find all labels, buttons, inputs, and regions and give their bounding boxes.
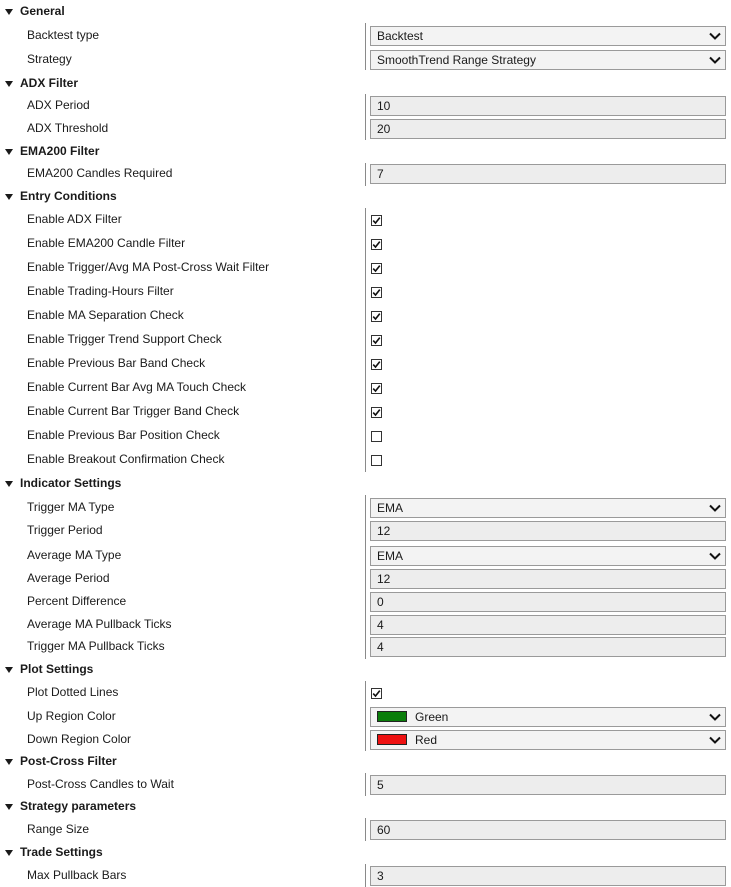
property-label: Range Size: [27, 822, 90, 836]
category-label: Strategy parameters: [20, 799, 137, 813]
property-label: Enable Current Bar Trigger Band Check: [27, 404, 240, 418]
plot-dotted-lines-checkbox[interactable]: [371, 688, 382, 699]
category-ema200-filter[interactable]: [0, 144, 731, 160]
property-label: Max Pullback Bars: [27, 868, 127, 882]
entry-condition-checkbox[interactable]: [371, 455, 382, 466]
property-label: ADX Threshold: [27, 121, 109, 135]
entry-condition-checkbox[interactable]: [371, 287, 382, 298]
checkmark-icon: [372, 384, 381, 393]
input-value: 5: [377, 778, 384, 792]
dropdown-value: EMA: [377, 501, 404, 515]
dropdown-value: Green: [415, 710, 449, 724]
category-post-cross-filter[interactable]: [0, 754, 731, 770]
trigger-ma-type-dropdown[interactable]: [370, 498, 726, 518]
checkmark-icon: [372, 288, 381, 297]
caret-down-icon[interactable]: [5, 149, 13, 155]
average-ma-pullback-input[interactable]: [370, 615, 726, 635]
checkmark-icon: [372, 408, 381, 417]
up-region-color-dropdown[interactable]: [370, 707, 726, 727]
trigger-period-input[interactable]: [370, 521, 726, 541]
entry-condition-checkbox[interactable]: [371, 383, 382, 394]
property-label: Trigger MA Type: [27, 500, 115, 514]
caret-down-icon[interactable]: [5, 194, 13, 200]
chevron-down-icon[interactable]: [708, 549, 722, 563]
dropdown-value: Backtest: [377, 29, 424, 43]
post-cross-wait-input[interactable]: [370, 775, 726, 795]
backtest-type-dropdown[interactable]: [370, 26, 726, 46]
category-adx-filter[interactable]: [0, 76, 731, 92]
dropdown-value: SmoothTrend Range Strategy: [377, 53, 536, 67]
property-label: Enable EMA200 Candle Filter: [27, 236, 186, 250]
entry-condition-checkbox[interactable]: [371, 359, 382, 370]
checkmark-icon: [372, 312, 381, 321]
category-label: Indicator Settings: [20, 476, 122, 490]
entry-condition-checkbox[interactable]: [371, 407, 382, 418]
chevron-down-icon[interactable]: [708, 53, 722, 67]
category-label: Trade Settings: [20, 845, 103, 859]
input-value: 12: [377, 572, 391, 586]
property-label: Trigger Period: [27, 523, 103, 537]
property-label: Backtest type: [27, 28, 100, 42]
property-label: Enable Previous Bar Band Check: [27, 356, 206, 370]
input-value: 3: [377, 869, 384, 883]
column-divider: [365, 681, 366, 751]
caret-down-icon[interactable]: [5, 759, 13, 765]
range-size-input[interactable]: [370, 820, 726, 840]
input-value: 0: [377, 595, 384, 609]
property-label: Enable Breakout Confirmation Check: [27, 452, 225, 466]
caret-down-icon[interactable]: [5, 804, 13, 810]
property-label: Enable Trigger Trend Support Check: [27, 332, 222, 346]
checkmark-icon: [372, 240, 381, 249]
average-ma-type-dropdown[interactable]: [370, 546, 726, 566]
caret-down-icon[interactable]: [5, 9, 13, 15]
input-value: 4: [377, 640, 384, 654]
category-label: Entry Conditions: [20, 189, 117, 203]
checkmark-icon: [372, 336, 381, 345]
checkmark-icon: [372, 264, 381, 273]
down-region-color-dropdown[interactable]: [370, 730, 726, 750]
property-label: Up Region Color: [27, 709, 116, 723]
caret-down-icon[interactable]: [5, 667, 13, 673]
percent-difference-input[interactable]: [370, 592, 726, 612]
chevron-down-icon[interactable]: [708, 710, 722, 724]
category-strategy-parameters[interactable]: [0, 799, 731, 815]
column-divider: [365, 864, 366, 887]
property-label: Percent Difference: [27, 594, 127, 608]
checkmark-icon: [372, 216, 381, 225]
category-label: Post-Cross Filter: [20, 754, 117, 768]
input-value: 60: [377, 823, 391, 837]
caret-down-icon[interactable]: [5, 81, 13, 87]
chevron-down-icon[interactable]: [708, 501, 722, 515]
column-divider: [365, 818, 366, 841]
dropdown-value: EMA: [377, 549, 404, 563]
entry-condition-checkbox[interactable]: [371, 215, 382, 226]
property-label: Strategy: [27, 52, 72, 66]
caret-down-icon[interactable]: [5, 850, 13, 856]
max-pullback-bars-input[interactable]: [370, 866, 726, 886]
ema200-candles-input[interactable]: [370, 164, 726, 184]
input-value: 20: [377, 122, 391, 136]
property-label: ADX Period: [27, 98, 90, 112]
adx-threshold-input[interactable]: [370, 119, 726, 139]
column-divider: [365, 23, 366, 70]
column-divider: [365, 773, 366, 796]
entry-condition-checkbox[interactable]: [371, 263, 382, 274]
checkmark-icon: [372, 689, 381, 698]
dropdown-value: Red: [415, 733, 438, 747]
color-swatch: [377, 734, 407, 745]
trigger-ma-pullback-input[interactable]: [370, 637, 726, 657]
category-entry-conditions[interactable]: [0, 189, 731, 205]
input-value: 10: [377, 99, 391, 113]
chevron-down-icon[interactable]: [708, 29, 722, 43]
category-trade-settings[interactable]: [0, 845, 731, 861]
chevron-down-icon[interactable]: [708, 733, 722, 747]
input-value: 4: [377, 618, 384, 632]
property-label: EMA200 Candles Required: [27, 166, 173, 180]
column-divider: [365, 495, 366, 659]
category-indicator-settings[interactable]: [0, 476, 731, 492]
property-label: Enable Previous Bar Position Check: [27, 428, 220, 442]
property-label: Enable Trigger/Avg MA Post-Cross Wait Filter: [27, 260, 270, 274]
property-label: Average MA Pullback Ticks: [27, 617, 172, 631]
input-value: 12: [377, 524, 391, 538]
adx-period-input[interactable]: [370, 96, 726, 116]
entry-condition-checkbox[interactable]: [371, 431, 382, 442]
strategy-dropdown[interactable]: [370, 50, 726, 70]
property-label: Enable Current Bar Avg MA Touch Check: [27, 380, 247, 394]
entry-condition-checkbox[interactable]: [371, 239, 382, 250]
property-label: Average Period: [27, 571, 110, 585]
column-divider: [365, 208, 366, 472]
category-label: Plot Settings: [20, 662, 94, 676]
property-label: Enable MA Separation Check: [27, 308, 184, 322]
category-label: EMA200 Filter: [20, 144, 100, 158]
category-label: ADX Filter: [20, 76, 79, 90]
property-label: Enable Trading-Hours Filter: [27, 284, 174, 298]
checkmark-icon: [372, 360, 381, 369]
property-label: Enable ADX Filter: [27, 212, 122, 226]
column-divider: [365, 163, 366, 186]
category-label: General: [20, 4, 65, 18]
category-plot-settings[interactable]: [0, 662, 731, 678]
average-period-input[interactable]: [370, 569, 726, 589]
property-label: Post-Cross Candles to Wait: [27, 777, 174, 791]
color-swatch: [377, 711, 407, 722]
property-label: Average MA Type: [27, 548, 122, 562]
property-label: Trigger MA Pullback Ticks: [27, 639, 165, 653]
category-general[interactable]: [0, 4, 731, 20]
caret-down-icon[interactable]: [5, 481, 13, 487]
entry-condition-checkbox[interactable]: [371, 335, 382, 346]
column-divider: [365, 94, 366, 140]
property-label: Plot Dotted Lines: [27, 685, 119, 699]
input-value: 7: [377, 167, 384, 181]
property-label: Down Region Color: [27, 732, 132, 746]
entry-condition-checkbox[interactable]: [371, 311, 382, 322]
